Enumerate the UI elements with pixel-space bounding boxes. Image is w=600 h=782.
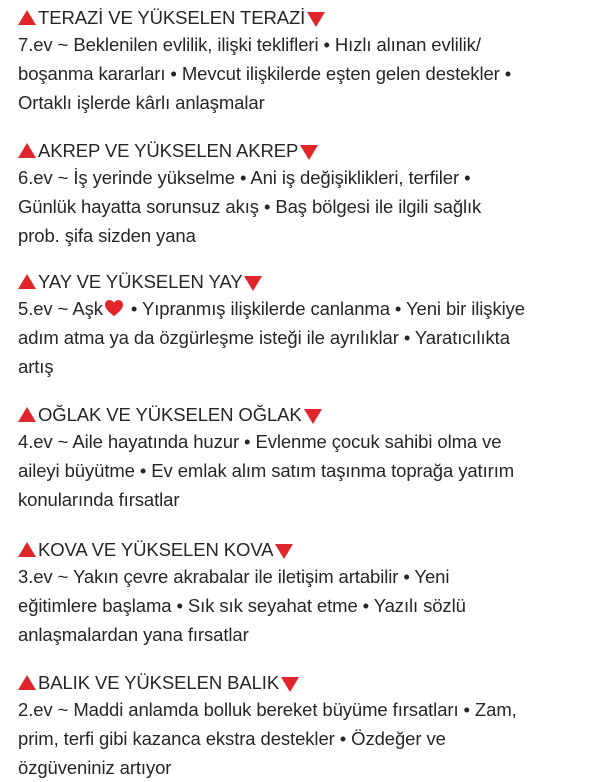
body-line: eğitimlere başlama • Sık sık seyahat etme • Yazılı sözlü	[18, 595, 466, 616]
red-triangle-up-icon	[18, 542, 36, 557]
section-title: YAY VE YÜKSELEN YAY	[38, 271, 243, 292]
red-triangle-up-icon	[18, 407, 36, 422]
section-yay	[18, 270, 588, 381]
body-line: 4.ev ~ Aile hayatında huzur • Evlenme çocuk sahibi olma ve	[18, 431, 502, 452]
body-line: 7.ev ~ Beklenilen evlilik, ilişki teklifleri • Hızlı alınan evlilik/	[18, 34, 481, 55]
body-line: aileyi büyütme • Ev emlak alım satım taşınma toprağa yatırım	[18, 460, 515, 481]
body-line: 6.ev ~ İş yerinde yükselme • Ani iş değişiklikleri, terfiler •	[18, 167, 471, 188]
section-kova	[18, 538, 588, 649]
red-triangle-up-icon	[18, 274, 36, 289]
red-triangle-up-icon	[18, 143, 36, 158]
red-triangle-down-icon	[300, 145, 318, 160]
section-title: BALIK VE YÜKSELEN BALIK	[38, 672, 280, 693]
section-terazi	[18, 6, 588, 117]
section-title: OĞLAK VE YÜKSELEN OĞLAK	[38, 404, 302, 425]
section-heading	[18, 139, 588, 163]
red-triangle-down-icon	[307, 12, 325, 27]
body-line: 3.ev ~ Yakın çevre akrabalar ile iletişim artabilir • Yeni	[18, 566, 450, 587]
body-line: artış	[18, 356, 54, 377]
body-line: Günlük hayatta sorunsuz akış • Baş bölgesi ile ilgili sağlık	[18, 196, 482, 217]
body-line: 2.ev ~ Maddi anlamda bolluk bereket büyüme fırsatları • Zam,	[18, 699, 517, 720]
section-heading	[18, 538, 588, 562]
body-line: anlaşmalardan yana fırsatlar	[18, 624, 249, 645]
section-balik	[18, 671, 588, 782]
body-line: özgüveniniz artıyor	[18, 757, 172, 778]
section-title: TERAZİ VE YÜKSELEN TERAZİ	[38, 7, 306, 28]
body-line	[18, 294, 588, 323]
body-line: boşanma kararları • Mevcut ilişkilerde eşten gelen destekler •	[18, 63, 512, 84]
body-text: • Yıpranmış ilişkilerde canlanma • Yeni bir ilişkiye	[125, 298, 525, 319]
red-triangle-up-icon	[18, 10, 36, 25]
body-line: prim, terfi gibi kazanca ekstra destekler • Özdeğer ve	[18, 728, 446, 749]
body-text: 5.ev ~ Aşk	[18, 298, 103, 319]
red-triangle-down-icon	[244, 276, 262, 291]
section-heading	[18, 671, 588, 695]
red-heart-icon	[104, 299, 124, 317]
body-line: prob. şifa sizden yana	[18, 225, 196, 246]
section-heading	[18, 270, 588, 294]
section-heading	[18, 403, 588, 427]
red-triangle-down-icon	[281, 677, 299, 692]
section-akrep	[18, 139, 588, 250]
red-triangle-up-icon	[18, 675, 36, 690]
section-title: KOVA VE YÜKSELEN KOVA	[38, 539, 274, 560]
body-line: konularında fırsatlar	[18, 489, 180, 510]
red-triangle-down-icon	[275, 544, 293, 559]
red-triangle-down-icon	[304, 409, 322, 424]
body-line: Ortaklı işlerde kârlı anlaşmalar	[18, 92, 265, 113]
body-line: adım atma ya da özgürleşme isteği ile ayrılıklar • Yaratıcılıkta	[18, 327, 510, 348]
section-title: AKREP VE YÜKSELEN AKREP	[38, 140, 299, 161]
section-heading	[18, 6, 588, 30]
section-oglak	[18, 403, 588, 514]
